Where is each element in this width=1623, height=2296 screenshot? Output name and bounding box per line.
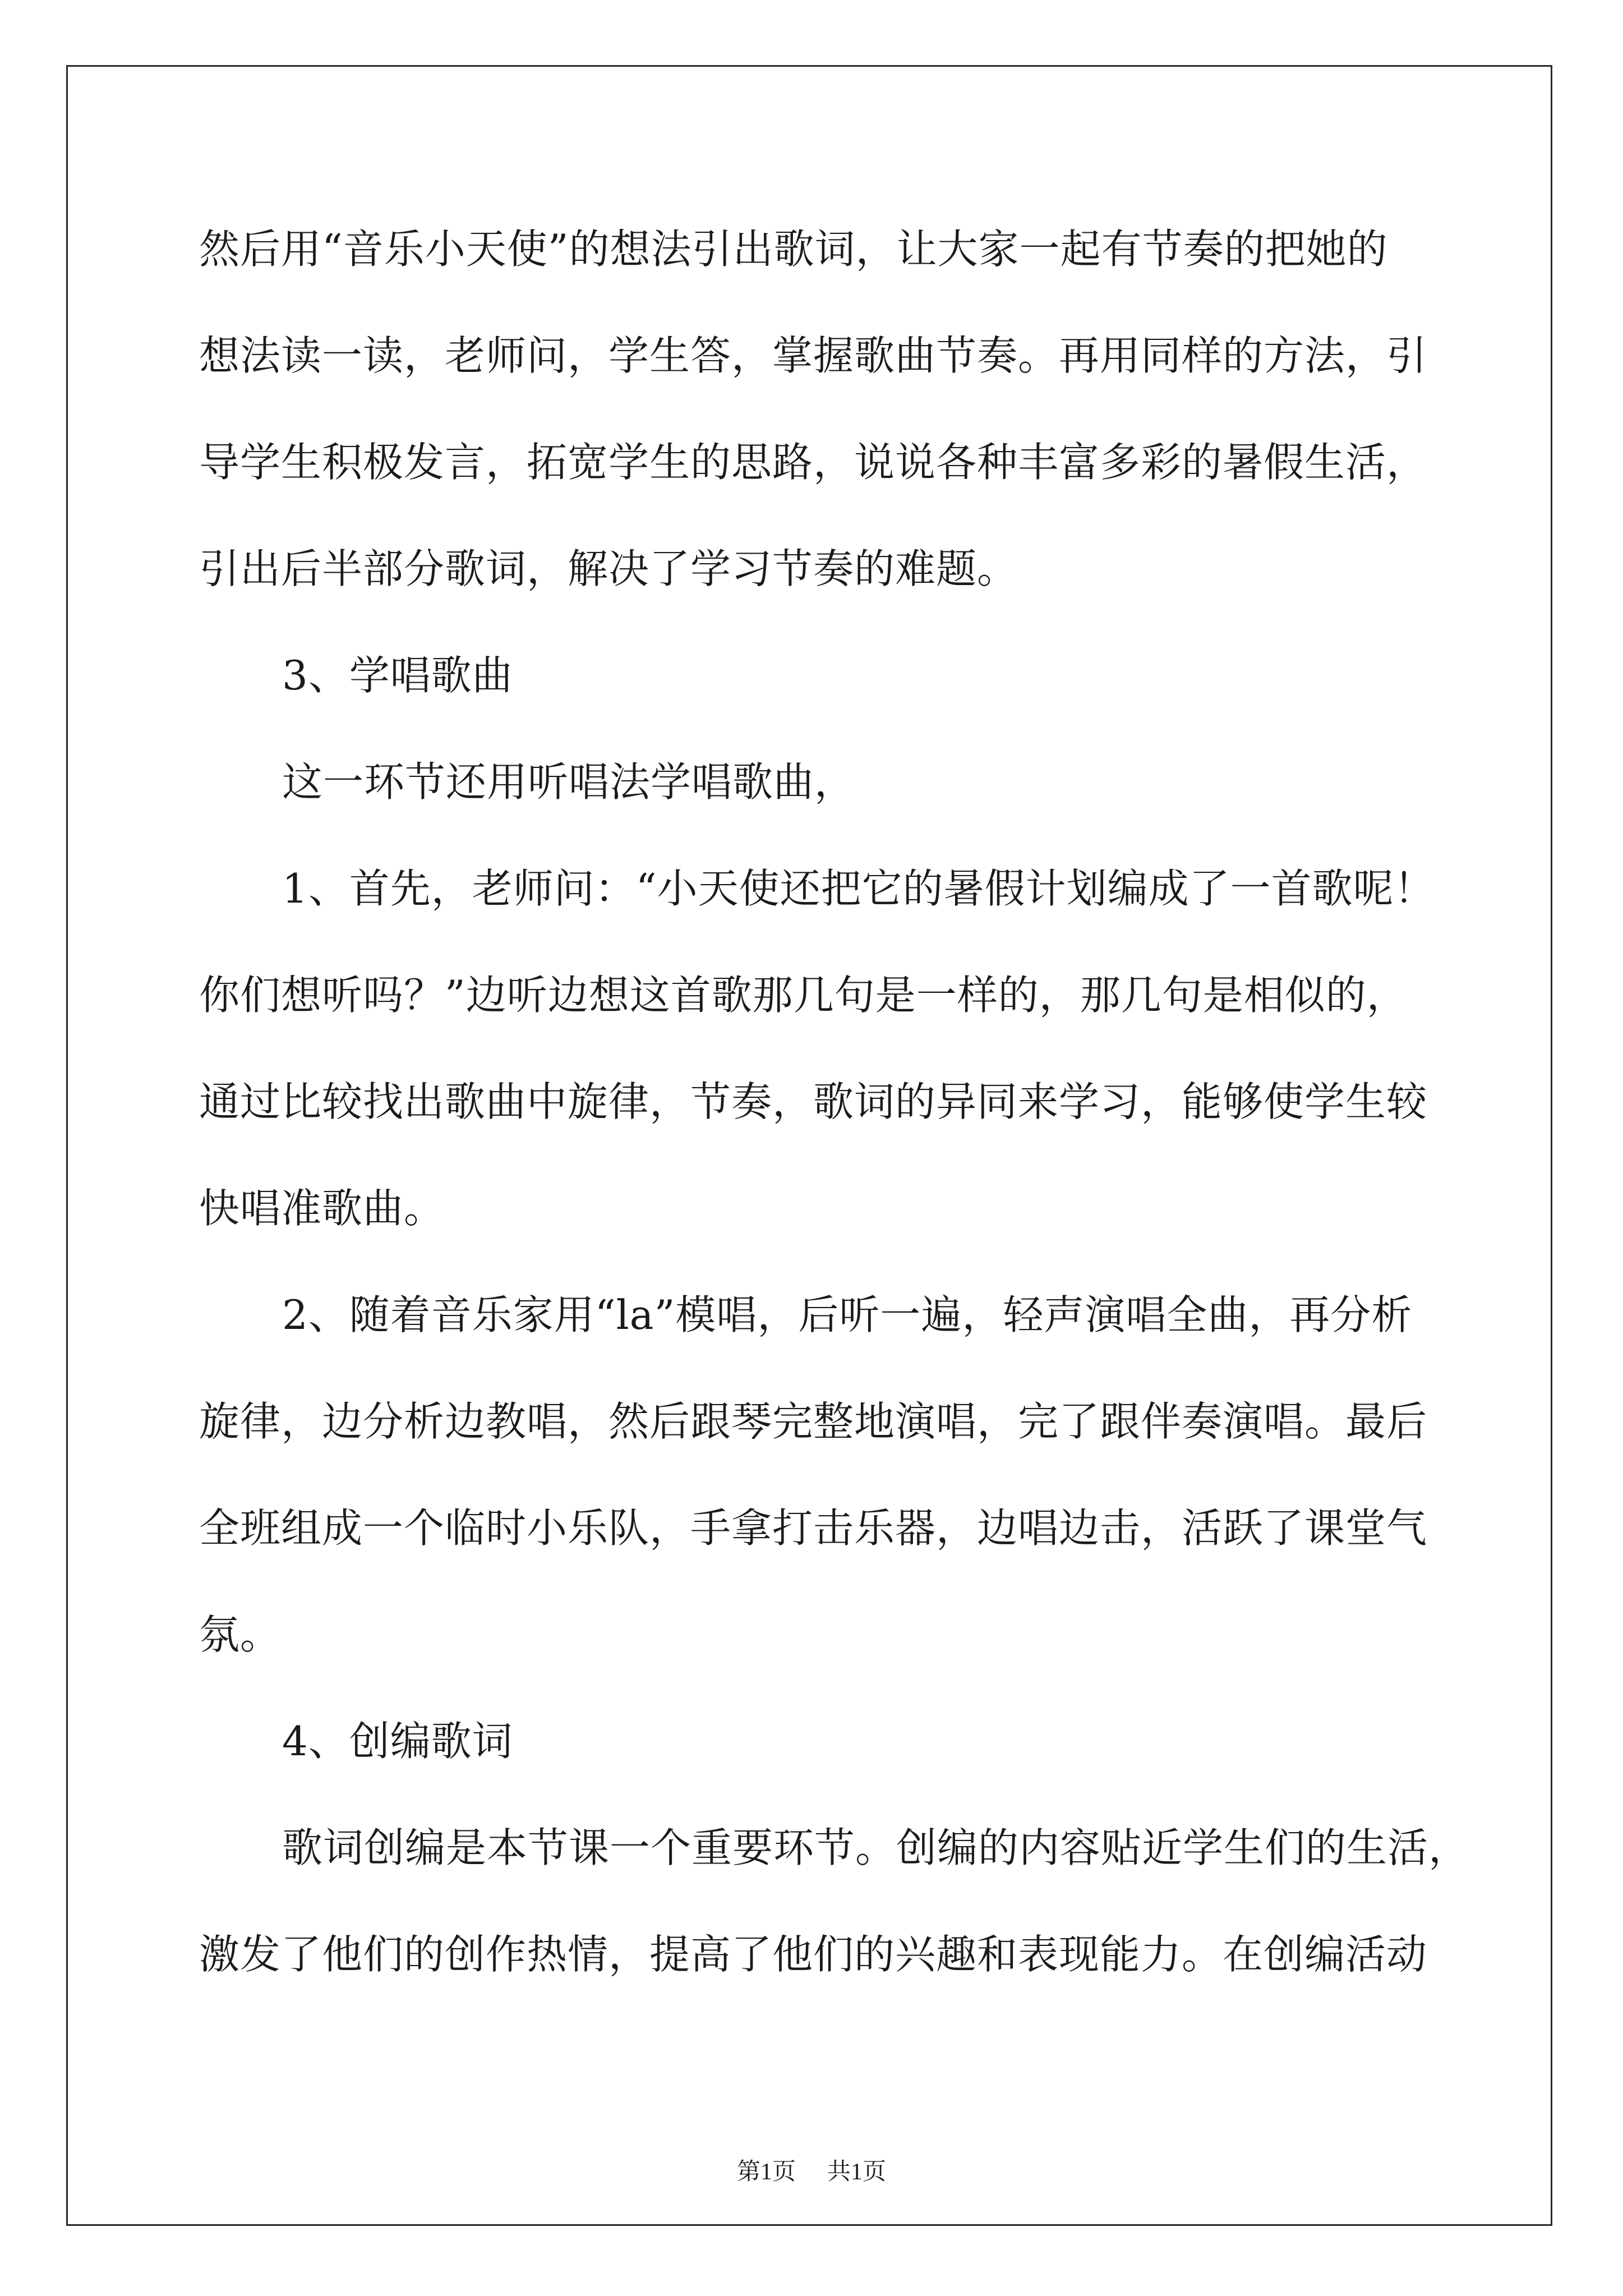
page-number: 第1页 — [736, 2159, 796, 2185]
text-line: 全班组成一个临时小乐队，手拿打击乐器，边唱边击，活跃了课堂气 — [199, 1504, 1428, 1552]
text-line: 通过比较找出歌曲中旋律，节奏，歌词的异同来学习，能够使学生较 — [199, 1078, 1428, 1125]
text-line: 导学生积极发言，拓宽学生的思路，说说各种丰富多彩的暑假生活， — [199, 439, 1428, 486]
text-line: 旋律，边分析边教唱，然后跟琴完整地演唱，完了跟伴奏演唱。最后 — [199, 1398, 1428, 1445]
paragraph-start: 2、随着音乐家用“la”模唱，后听一遍，轻声演唱全曲，再分析 — [282, 1291, 1413, 1338]
paragraph-start: 1、首先，老师问：“小天使还把它的暑假计划编成了一首歌呢！ — [282, 865, 1435, 912]
page-footer — [0, 2155, 1623, 2189]
text-line: 然后用“音乐小天使”的想法引出歌词，让大家一起有节奏的把她的 — [199, 226, 1388, 273]
text-line: 你们想听吗？”边听边想这首歌那几句是一样的，那几句是相似的， — [199, 972, 1408, 1019]
text-line: 引出后半部分歌词，解决了学习节奏的难题。 — [199, 545, 1018, 592]
section-heading: 4、创编歌词 — [282, 1718, 513, 1765]
document-body — [199, 213, 1470, 2025]
text-line: 快唱准歌曲。 — [199, 1185, 445, 1232]
paragraph-start: 歌词创编是本节课一个重要环节。创编的内容贴近学生们的生活， — [282, 1824, 1470, 1871]
text-line: 想法读一读，老师问，学生答，掌握歌曲节奏。再用同样的方法，引 — [199, 332, 1428, 379]
text-line: 激发了他们的创作热情，提高了他们的兴趣和表现能力。在创编活动 — [199, 1931, 1428, 1978]
paragraph-start: 这一环节还用听唱法学唱歌曲， — [282, 758, 856, 806]
section-heading: 3、学唱歌曲 — [282, 652, 513, 699]
text-line: 氛。 — [199, 1611, 282, 1658]
page-total: 共1页 — [827, 2159, 887, 2185]
